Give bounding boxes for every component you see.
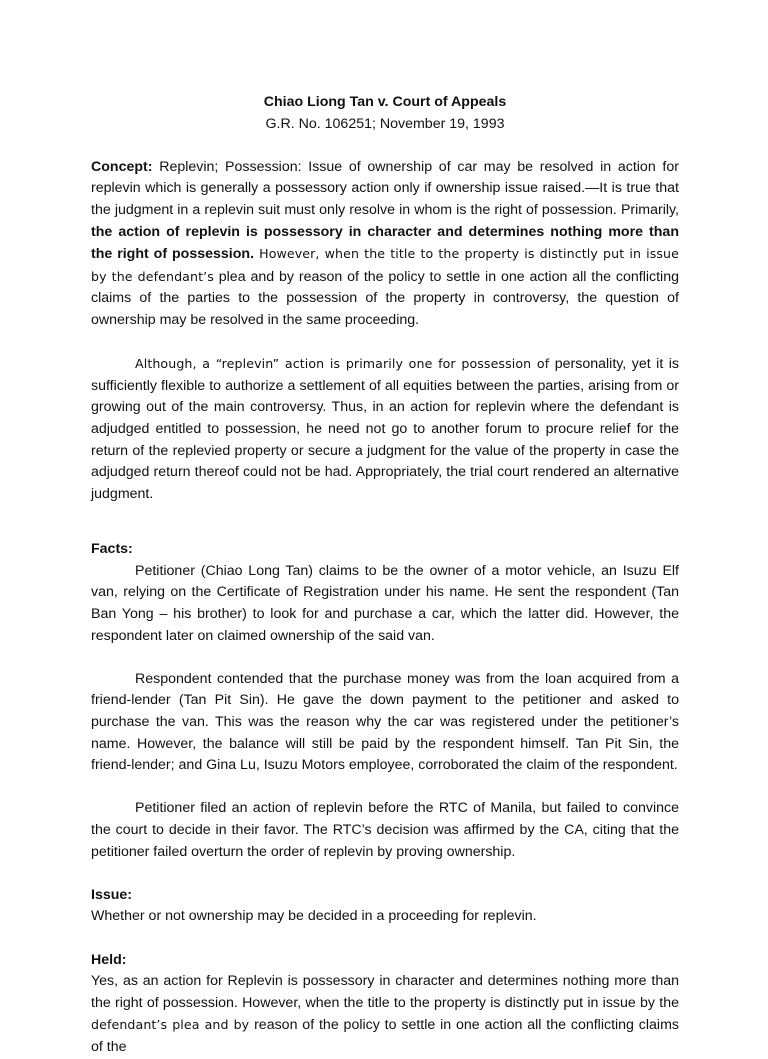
concept-text-1: Replevin; Possession: Issue of ownership of car may be resolved in action for replevin which is generally a possessory action only if ownership issue raised.—It is true that the judgment in a replevin suit must only resolve in whom is the right of possession. Primarily, <box>91 158 679 218</box>
held-thin-text: defendant’s plea and by <box>91 1017 250 1033</box>
issue-heading: Issue: <box>91 886 133 903</box>
concept-para2-thin: Although, a “replevin” action is primarily one for possession of <box>135 356 550 372</box>
held-text-2: reason of the policy to settle in one action all the conflicting claims of the <box>91 1017 679 1055</box>
document-page <box>91 92 679 1059</box>
concept-label: Concept: <box>91 158 153 175</box>
concept-paragraph <box>91 157 679 332</box>
facts-heading: Facts: <box>91 541 133 558</box>
held-heading: Held: <box>91 951 127 968</box>
issue-text: Whether or not ownership may be decided in a proceeding for replevin. <box>91 908 537 925</box>
concept-text-2: plea and by reason of the policy to settle in one action all the conflicting claims of the parties to the possession of the property in controversy, the question of ownership may be resolved in the same proceeding. <box>91 268 679 328</box>
concept-bold-text: the action of replevin is possessory in character and determines nothing more than the right of possession. <box>91 223 679 263</box>
case-citation: G.R. No. 106251; November 19, 1993 <box>265 115 505 132</box>
facts-paragraph-3: Petitioner filed an action of replevin before the RTC of Manila, but failed to convince the court to decide in their favor. The RTC’s decision was affirmed by the CA, citing that the petitioner failed overturn the order of replevin by proving ownership. <box>91 800 679 860</box>
concept-paragraph-2 <box>91 353 679 505</box>
facts-paragraph-1: Petitioner (Chiao Long Tan) claims to be the owner of a motor vehicle, an Isuzu Elf van, relying on the Certificate of Registration under his name. He sent the respondent (Tan Ban Yong – his brother) to look for and purchase a car, which the latter did. However, the respondent later on claimed ownership of the said van. <box>91 562 679 644</box>
case-title: Chiao Liong Tan v. Court of Appeals <box>263 94 507 110</box>
concept-para2-text: personality, yet it is sufficiently flexible to authorize a settlement of all equities between the parties, arising from or growing out of the main controversy. Thus, in an action for replevin where the defendant is adjudged entitled to possession, he need not go to another forum to procure relief for the return of the replevied property or secure a judgment for the value of the property in case the adjudged return thereof could not be had. Appropriately, the trial court rendered an alternative judgment. <box>91 356 680 502</box>
facts-paragraph-2: Respondent contended that the purchase money was from the loan acquired from a friend-lender (Tan Pit Sin). He gave the down payment to the petitioner and asked to purchase the van. This was the reason why the car was registered under the petitioner’s name. However, the balance will still be paid by the respondent himself. Tan Pit Sin, the friend-lender; and Gina Lu, Isuzu Motors employee, corroborated the claim of the respondent. <box>91 670 679 774</box>
held-paragraph <box>91 971 679 1058</box>
concept-thin-text: However, when the title to the property is distinctly put in issue by the defendant’s <box>91 246 679 284</box>
held-text-1: Yes, as an action for Replevin is possessory in character and determines nothing more than the right of possession. However, when the title to the property is distinctly put in issue by the <box>91 973 679 1011</box>
